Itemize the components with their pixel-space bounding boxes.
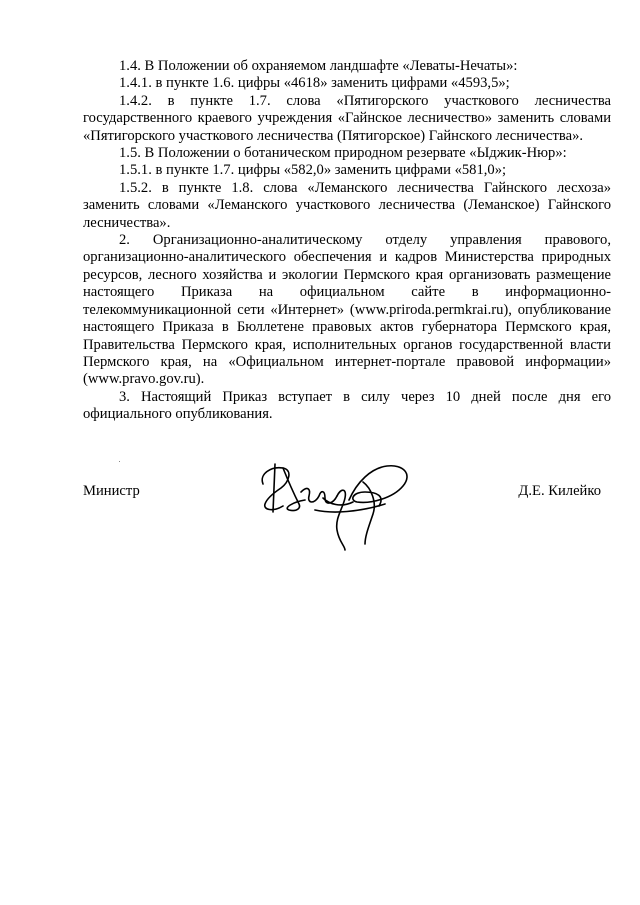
- paragraph-3: 3. Настоящий Приказ вступает в силу через 10 дней после дня его официального опубликования.: [83, 388, 611, 423]
- handwritten-signature: [253, 452, 433, 552]
- signatory-name: Д.Е. Килейко: [518, 483, 601, 499]
- signatory-title: Министр: [83, 483, 140, 499]
- paragraph-1-5: 1.5. В Положении о ботаническом природном резервате «Ыджик-Нюр»:: [119, 145, 567, 162]
- paragraph-1-5-1: 1.5.1. в пункте 1.7. цифры «582,0» заменить цифрами «581,0»;: [119, 162, 507, 179]
- paragraph-1-4-2: 1.4.2. в пункте 1.7. слова «Пятигорского участкового лесничества государственного краевого учреждения «Гайнское лесничество» заменить словами «Пятигорского участкового лесничества (Пятигорское) Гайнского лесничества».: [83, 92, 611, 144]
- paragraph-2: 2. Организационно-аналитическому отделу управления правового, организационно-аналитического обеспечения и кадров Министерства природных ресурсов, лесного хозяйства и экологии Пермского края организовать размещение настоящего Приказа на официальном сайте в информационно-телекоммуникационной сети «Интернет» (www.priroda.permkrai.ru), опубликование настоящего Приказа в Бюллетене правовых актов губернатора Пермского края, Правительства Пермского края, исполнительных органов государственной власти Пермского края, на «Официальном интернет-портале правовой информации» (www.pravo.gov.ru).: [83, 232, 611, 388]
- paragraph-1-4: 1.4. В Положении об охраняемом ландшафте «Леваты-Нечаты»:: [119, 58, 518, 74]
- paragraph-1-4-1: 1.4.1. в пункте 1.6. цифры «4618» заменить цифрами «4593,5»;: [119, 75, 510, 92]
- document-body: [83, 58, 611, 424]
- signature-block: [83, 440, 611, 550]
- paragraph-1-5-2: 1.5.2. в пункте 1.8. слова «Леманского лесничества Гайнского лесхоза» заменить словами «Леманского участкового лесничества (Леманское) Гайнского лесничества».: [83, 179, 611, 231]
